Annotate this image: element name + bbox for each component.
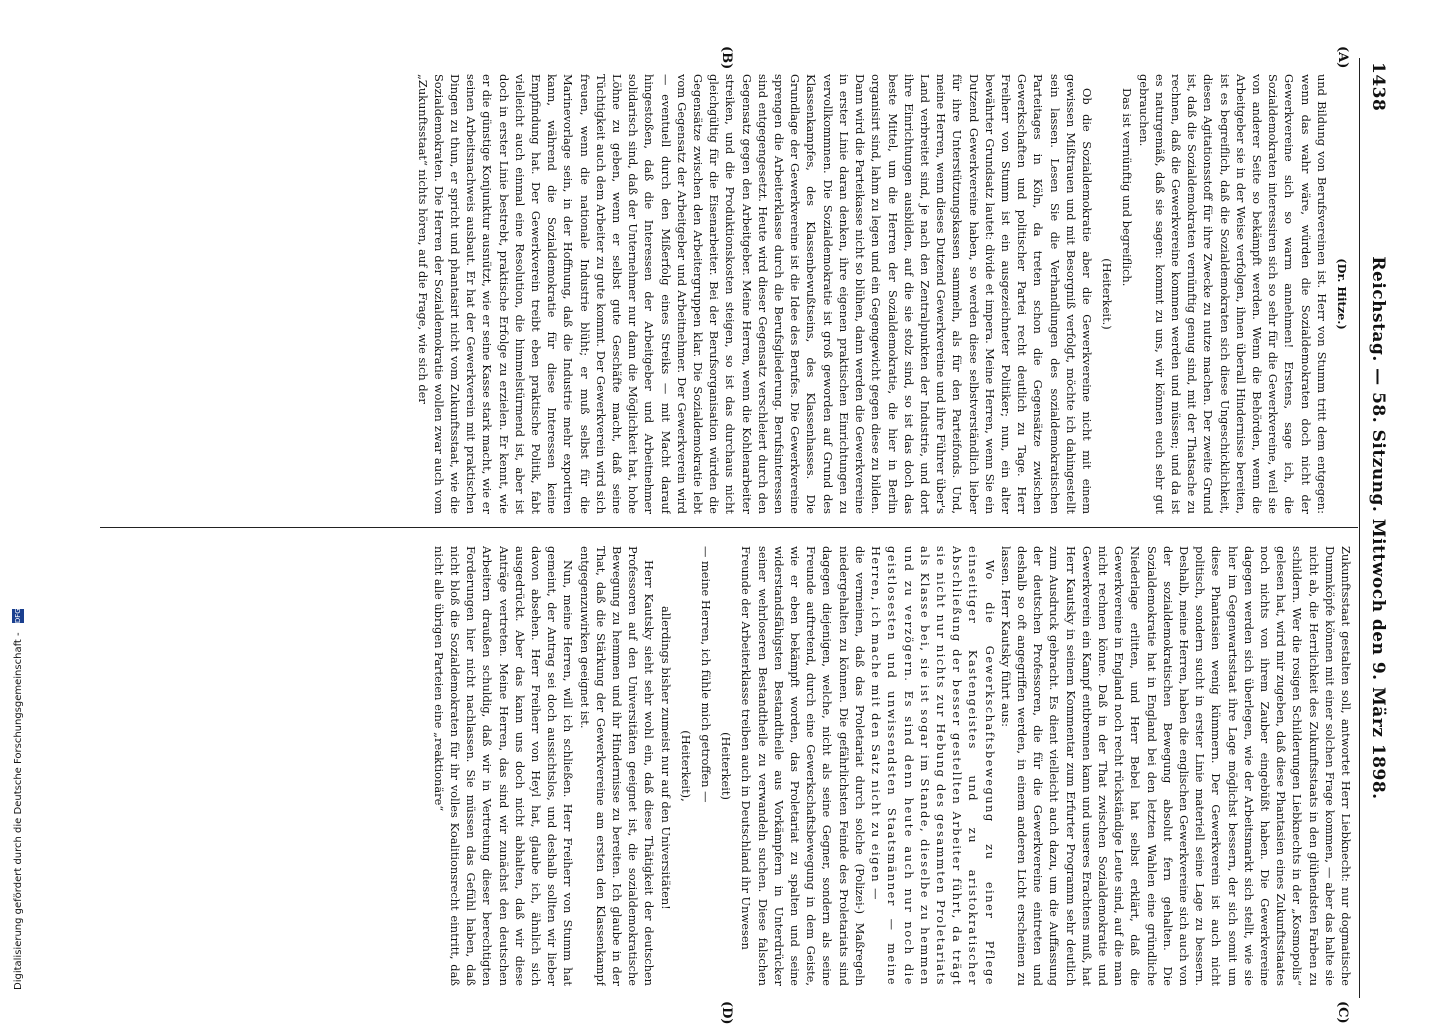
interjection: (Heiterkeit) bbox=[719, 732, 734, 800]
paragraph: Nun, meine Herren, will ich schließen. Herr Freiherr von Stumm hat gemeint, der Antrag sei doch aussichtslos, und deshalb sollten wir lieber davon absehen. Herr Freiherr von Heyl hat, glaube ich, ähnlich sich ausgedrückt. Aber das kann uns doch nicht abhalten, daß wir diese Anträge vertreten. Meine Herren, das sind wir zunächst den deutschen Arbeitern draußen schuldig, daß wir in Vertretung dieser berechtigten Forderungen hier nicht nachlassen. Sie müssen das Gefühl haben, daß nicht bloß die Sozialdemokraten für ihr volles Koalitionsrecht eintritt, daß nicht alle übrigen Parteien eine „reaktionäre“ bbox=[431, 546, 576, 986]
margin-marker-a: (A) bbox=[1335, 46, 1350, 69]
margin-marker-b: (B) bbox=[719, 46, 734, 70]
speaker-label: (Dr. Hitze.) bbox=[1335, 258, 1349, 330]
margin-marker-c: (C) bbox=[1335, 1001, 1350, 1024]
interjection: (Heiterkeit), bbox=[678, 730, 693, 802]
right-column bbox=[104, 546, 1354, 986]
paragraph: Zukunftsstaat gestalten soll, antwortet Herr Liebknecht: nur dogmatische Dummköpfe können mit einer solchen Frage kommen, — aber das halte sie nicht ab, die Herrlichkeit des Zukunftsstaats in den glühendsten Farben zu schildern. Wer die rosigen Schilderungen Liebknechts in der „Kosmopolis“ gelesen hat, wird mir zugeben, daß diese Phantasien eines Zukunftsstaates noch nichts von ihrem Zauber eingebüßt haben. Die Gewerkvereine dagegen werden sich überlegen, wie der Arbeitsmarkt sich stellt, wie sie hier im Gegenwartsstaat ihre Lage möglichst bessern, der sich somit um diese Phantasien wenig kümmern. Der Gewerkverein ist auch nicht politisch, sondern sucht in erster Linie materiell seine Lage zu bessern. Deshalb, meine Herren, haben die englischen Gewerkvereine sich auch von der sozialdemokratischen Bewegung absolut fern gehalten. Die Sozialdemokratie hat in England bei den letzten Wahlen eine gründliche Niederlage erlitten, und Herr Bebel hat selbst erklärt, daß die Gewerkvereine in England noch recht rückständige Leute sind, auf die man nicht rechnen könne. Daß in der That zwischen Sozialdemokratie und Gewerkverein ein Kampf entbrennen kann und unseres Erachtens muß, hat Herr Kautsky in seinem Kommentar zum Erfurter Programm sehr deutlich zum Ausdruck gebracht. Es dient vielleicht auch dazu, um die Auffassung der deutschen Professoren, die für die Gewerkvereine eintreten und deshalb so oft angegriffen werden, in einem anderen Licht erscheinen zu lassen. Herr Kautsky führt aus: bbox=[998, 546, 1353, 986]
page-header bbox=[1362, 58, 1388, 998]
quotation: allerdings bisher zumeist nur auf den Universitäten! bbox=[658, 606, 673, 910]
left-column bbox=[104, 74, 1354, 514]
paragraph: Herr Kautsky sieht sehr wohl ein, daß diese Thätigkeit der deutschen Professoren auf den Universitäten geeignet ist, die sozialdemokratische Bewegung zu hemmen und ihr Hindernisse zu bereiten. Ich glaube in der That, daß die Stärkung der Gewerkvereine am ersten den Klassenkampf entgegenzuwirken geeignet ist. bbox=[577, 546, 657, 986]
dfg-logo-icon: DFG bbox=[14, 608, 22, 624]
page-number: 1438 bbox=[1368, 62, 1388, 112]
paragraph: Ob die Sozialdemokratie aber die Gewerkvereine nicht mit einem gewissen Mißtrauen und mit Besorgniß verfolgt, möchte ich dahingestellt sein lassen. Lesen Sie die Verhandlungen des sozialdemokratischen Parteitages in Köln, da treten schon die Gegensätze zwischen Gewerkschaften und politischer Partei recht deutlich zu Tage. Herr Freiherr von Stumm ist ein ausgezeichneter Politiker; nun, ein alter bewährter Grundsatz lautet: divide et impera. Meine Herren, wenn Sie ein Dutzend Gewerkvereine haben, so werden diese selbstverständlich lieber für ihre Unterstützungskassen sammeln, als für den Parteifonds. Und, meine Herren, wenn dieses Dutzend Gewerkvereine und ihre Führer über's Land verbreitet sind, je nach den Zentralpunkten der Industrie, und dort ihre Einrichtungen ausbilden, auf die sie stolz sind, so ist das doch das beste Mittel, um die Herren der Sozialdemokratie, die hier in Berlin organisirt sind, lahm zu legen und ein Gegengewicht gegen diese zu bilden. Dann wird die Parteikasse nicht so blühen, dann werden die Gewerkvereine in erster Linie daran denken, ihre eigenen praktischen Einrichtungen zu vervollkommnen. Die Sozialdemokratie ist groß geworden auf Grund des Klassenkampfes, des Klassenbewußtseins, des Klassenhasses. Die Grundlage der Gewerkvereine ist die Idee des Berufes. Die Gewerkvereine sprengen die Arbeiterklasse durch die Berufsgliederung. Berufsinteressen sind entgegengesetzt. Heute wird dieser Gegensatz verschleiert durch den Gegensatz gegen den Arbeitgeber. Meine Herren, wenn die Kohlenarbeiter streiken, und die Produktionskosten steigen, so ist das durchaus nicht gleichgültig für die Eisenarbeiter. Bei der Berufsorganisation würden die Gegensätze zwischen den Arbeitergruppen klar. Die Sozialdemokratie lebt vom Gegensatz der Arbeitgeber und Arbeitnehmer. Der Gewerkverein wird — eventuell durch den Mißerfolg eines Streiks — mit Macht darauf hingestoßen, daß die Interessen der Arbeitgeber und Arbeitnehmer solidarisch sind, daß der Unternehmer nur dann die Möglichkeit hat, hohe Löhne zu geben, wenn er selbst gute Geschäfte macht, daß seine Tüchtigkeit auch dem Arbeiter zu gute kommt. Der Gewerkverein wird sich freuen, wenn die nationale Industrie blüht; er muß selbst für die Marinevorlage sein, in der Hoffnung, daß die Industrie mehr exportiren kann, während die Sozialdemokratie für diese Interessen keine Empfindung hat. Der Gewerkverein treibt eben praktische Politik, fabt vielleicht auch einmal eine Resolution, die himmelstürmend ist, aber ist doch in erster Linie bestrebt, praktische Erfolge zu erzielen. Er kennt, wie er die günstige Konjunktur ausnützt, wie er seine Kasse stark macht, wie er seinen Arbeitsnachweis ausbaut. Er hat der Gewerkverein mit praktischen Dingen zu thun, er spricht und phantasirt nicht vom Zukunftsstaat, wie die Sozialdemokraten. Die Herren der Sozialdemokratie wollen zwar auch vom „Zukunftsstaat“ nichts hören, auf die Frage, wie sich der bbox=[415, 74, 1094, 514]
paragraph: — meine Herren, ich fühle mich getroffen — bbox=[699, 546, 714, 803]
header-rule bbox=[1359, 58, 1360, 998]
paragraph: Das ist vernünftig und begreiflich. bbox=[1120, 88, 1135, 287]
quotation: Wo die Gewerkschaftsbewegung zu einer Pflege einseitiger Kastengeistes und zu aristokratischer Abschließung der besser gestellten Arbeiter führt, da trägt sie nicht nur nichts zur Hebung des gesammten Proletariats als Klasse bei, sie ist sogar im Stande, dieselbe zu hemmen und zu verzögern. Es sind denn heute auch nur noch die geistlosesten und unwissendsten Staatsmänner — meine Herren, ich mache mit den Satz nicht zu eigen — bbox=[869, 546, 997, 986]
interjection: (Heiterkeit.) bbox=[1100, 258, 1115, 330]
page-title: Reichstag. — 58. Sitzung. Mittwoch den 9. März 1898. bbox=[1368, 256, 1388, 800]
paragraph: und Bildung von Berufsvereinen ist. Herr von Stumm tritt dem entgegen: wenn das wahr wäre, würden die Sozialdemokraten doch nicht der Gewerkvereine sich so warm annehmen! Erstens, sage ich, die Sozialdemokraten interessiren sich so sehr für die Gewerkvereine, weil sie von anderer Seite so bekämpft werden. Wenn die Behörden, wenn die Arbeitgeber sie in der Weise verfolgen, ihnen überall Hindernisse bereiten, ist es begreiflich, daß die Sozialdemokraten sich diese Ungeschicklichkeit, diesen Agitationsstoff für ihre Zwecke zu nutze machen. Der zweite Grund ist, daß die Sozialdemokraten vernünftig genug sind, mit der Thatsache zu rechnen, daß die Gewerkvereine kommen werden und müssen; und da ist es naturgemäß, daß sie sagen: kommt zu uns, wir können euch sehr gut gebrauchen. bbox=[1136, 74, 1329, 514]
margin-marker-d: (D) bbox=[719, 1001, 734, 1025]
footer-text: Digitalisierung gefördert durch die Deutsche Forschungsgemeinschaft - bbox=[13, 632, 24, 990]
digitization-footer bbox=[12, 90, 28, 990]
column-divider bbox=[100, 527, 1358, 528]
scanned-page bbox=[100, 46, 1394, 1025]
paragraph: die vermeinen, daß das Proletariat durch solche (Polizei-) Maßregeln niedergehalten zu können. Die gefährlichsten Feinde des Proletariats sind dagegen diejenigen, welche, nicht als seine Gegner, sondern als seine Freunde auftretend, durch eine Gewerkschaftsbewegung in dem Geiste, wie er eben bekämpft worden, das Proletariat zu spalten und seine widerstandsfähigsten Bestandtheile aus Vorkämpfern in Unterdrücker seiner wehrloseren Bestandtheile zu verwandeln suchen. Diese falschen Freunde der Arbeiterklasse treiben auch in Deutschland ihr Unwesen bbox=[739, 546, 867, 986]
